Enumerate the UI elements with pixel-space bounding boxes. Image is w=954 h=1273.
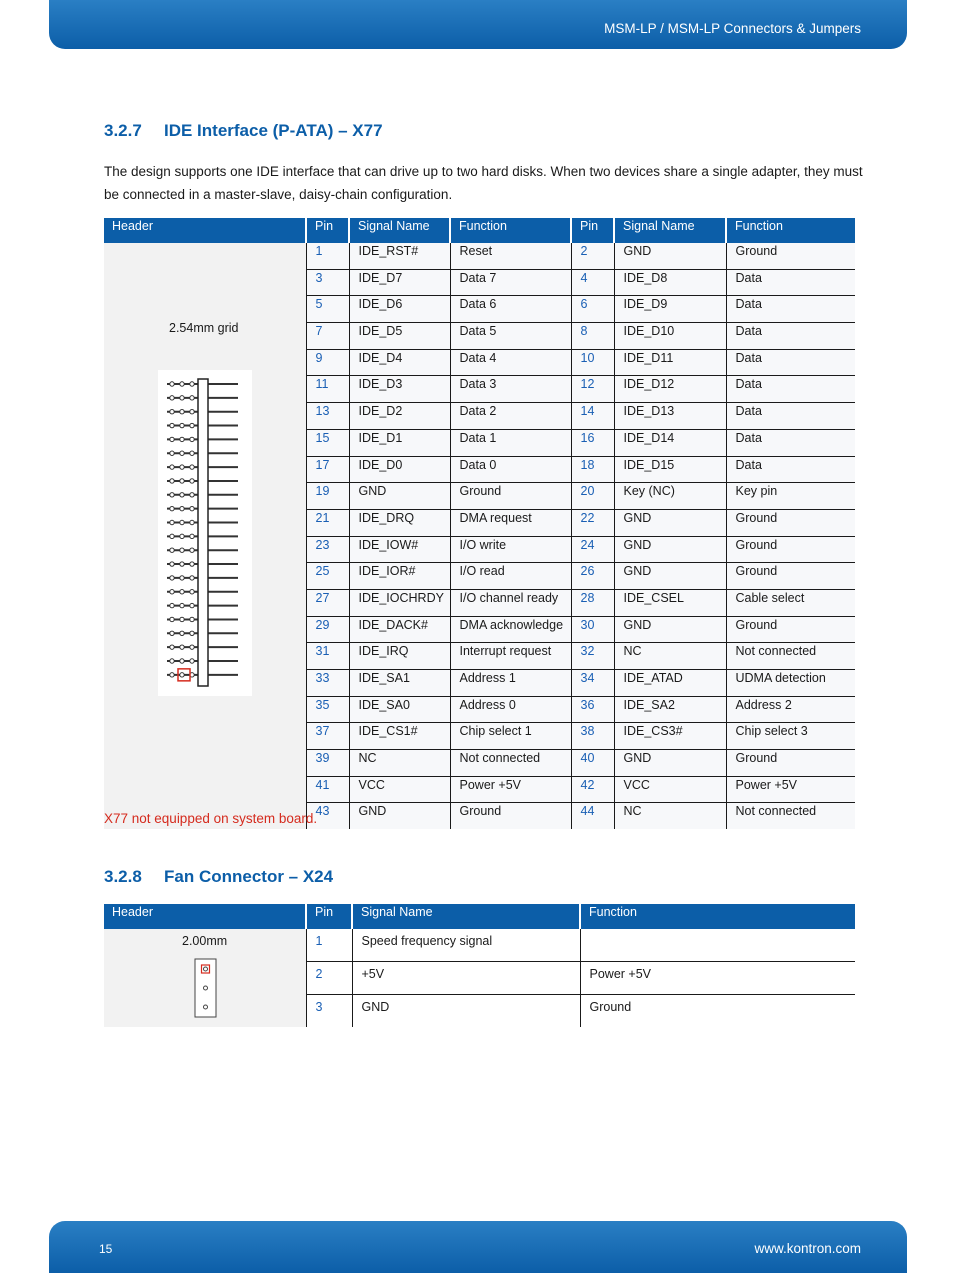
- function: I/O read: [450, 563, 571, 590]
- function: Address 2: [726, 696, 855, 723]
- column-header: Function: [450, 218, 571, 243]
- pin-dot: [190, 562, 194, 566]
- table-row: [104, 929, 855, 962]
- section-title-ide: [104, 121, 383, 141]
- page-header-band: [49, 0, 907, 49]
- function: Not connected: [726, 803, 855, 829]
- signal-name: IDE_IOW#: [349, 536, 450, 563]
- pin-dot: [170, 548, 174, 552]
- pin-dot: [170, 534, 174, 538]
- pin-dot: [170, 451, 174, 455]
- pin-dot: [170, 562, 174, 566]
- pin-dot: [170, 673, 174, 677]
- pin-number: 4: [571, 269, 614, 296]
- column-header: Function: [726, 218, 855, 243]
- pin-number: 32: [571, 643, 614, 670]
- signal-name: IDE_ATAD: [614, 670, 726, 697]
- pin-dot: [190, 437, 194, 441]
- pin-dot: [190, 396, 194, 400]
- function: Data 3: [450, 376, 571, 403]
- connector-housing: [198, 379, 208, 686]
- pin-number: 36: [571, 696, 614, 723]
- function: Data: [726, 376, 855, 403]
- pin-dot: [190, 659, 194, 663]
- function: Data 7: [450, 269, 571, 296]
- pin-number: 29: [306, 616, 349, 643]
- pin-dot: [190, 465, 194, 469]
- signal-name: VCC: [349, 776, 450, 803]
- header-diagram-cell: [104, 243, 306, 829]
- pin-number: 21: [306, 509, 349, 536]
- pin-number: 1: [306, 243, 349, 269]
- pin-dot: [180, 562, 184, 566]
- signal-name: GND: [614, 509, 726, 536]
- pin-number: 24: [571, 536, 614, 563]
- signal-name: GND: [614, 563, 726, 590]
- table-header-row: [104, 218, 855, 243]
- pin-dot: [204, 986, 208, 990]
- pin-dot: [180, 590, 184, 594]
- signal-name: IDE_DRQ: [349, 509, 450, 536]
- pin-number: 43: [306, 803, 349, 829]
- function: Data 5: [450, 323, 571, 350]
- signal-name: IDE_D1: [349, 429, 450, 456]
- pin-number: 10: [571, 349, 614, 376]
- signal-name: GND: [614, 536, 726, 563]
- section-title-text: IDE Interface (P-ATA) – X77: [164, 121, 383, 140]
- function: Data 4: [450, 349, 571, 376]
- pin-dot: [170, 576, 174, 580]
- header-diagram-cell: [104, 929, 306, 1027]
- function: Ground: [726, 536, 855, 563]
- column-header: Signal Name: [614, 218, 726, 243]
- fan-connector-diagram: [194, 958, 218, 1020]
- pin-number: 9: [306, 349, 349, 376]
- column-header: Header: [104, 904, 306, 929]
- pin-dot: [190, 520, 194, 524]
- section-title-text: Fan Connector – X24: [164, 867, 334, 886]
- signal-name: GND: [614, 243, 726, 269]
- pin-number: 3: [306, 269, 349, 296]
- pin-number: 25: [306, 563, 349, 590]
- signal-name: IDE_D4: [349, 349, 450, 376]
- page-number: 15: [99, 1242, 113, 1256]
- pin-number: 19: [306, 483, 349, 510]
- pin-dot: [180, 520, 184, 524]
- signal-name: IDE_D5: [349, 323, 450, 350]
- function: Data: [726, 429, 855, 456]
- signal-name: IDE_D0: [349, 456, 450, 483]
- pin-dot: [180, 631, 184, 635]
- function: Data: [726, 456, 855, 483]
- pin-dot: [180, 617, 184, 621]
- function: Interrupt request: [450, 643, 571, 670]
- signal-name: IDE_IOR#: [349, 563, 450, 590]
- signal-name: IDE_CS1#: [349, 723, 450, 750]
- pin-dot: [180, 410, 184, 414]
- section-intro: The design supports one IDE interface that can drive up to two hard disks. When two devices share a single adapter, they must be connected in a master-slave, daisy-chain configuration.: [104, 164, 863, 202]
- pin-number: 27: [306, 589, 349, 616]
- signal-name: Key (NC): [614, 483, 726, 510]
- function: Data: [726, 269, 855, 296]
- function: Power +5V: [726, 776, 855, 803]
- signal-name: IDE_SA2: [614, 696, 726, 723]
- pin-number: 41: [306, 776, 349, 803]
- function: [580, 929, 855, 962]
- pin-number: 34: [571, 670, 614, 697]
- pin-dot: [180, 493, 184, 497]
- pin-dot: [190, 382, 194, 386]
- fan-pinout-table: [104, 904, 855, 1027]
- pin-dot: [170, 603, 174, 607]
- pin-dot: [180, 673, 184, 677]
- pin-number: 5: [306, 296, 349, 323]
- pin-number: 37: [306, 723, 349, 750]
- function: UDMA detection: [726, 670, 855, 697]
- pin-number: 28: [571, 589, 614, 616]
- pin-dot: [170, 493, 174, 497]
- function: Reset: [450, 243, 571, 269]
- signal-name: IDE_D9: [614, 296, 726, 323]
- signal-name: IDE_D8: [614, 269, 726, 296]
- header-title: MSM-LP / MSM-LP Connectors & Jumpers: [604, 21, 861, 36]
- pin-dot: [170, 437, 174, 441]
- function: Ground: [450, 483, 571, 510]
- signal-name: VCC: [614, 776, 726, 803]
- pin-number: 30: [571, 616, 614, 643]
- equipment-note: X77 not equipped on system board.: [104, 811, 318, 826]
- function: Data: [726, 296, 855, 323]
- signal-name: +5V: [352, 962, 580, 995]
- pin-dot: [180, 576, 184, 580]
- pin-number: 35: [306, 696, 349, 723]
- function: Ground: [726, 243, 855, 269]
- pin-dot: [170, 382, 174, 386]
- pin-number: 8: [571, 323, 614, 350]
- pin-dot: [190, 479, 194, 483]
- pin-dot: [180, 534, 184, 538]
- signal-name: IDE_D13: [614, 403, 726, 430]
- signal-name: IDE_RST#: [349, 243, 450, 269]
- signal-name: NC: [349, 750, 450, 777]
- signal-name: IDE_D3: [349, 376, 450, 403]
- pin-dot: [170, 520, 174, 524]
- function: Ground: [726, 616, 855, 643]
- pin-dot: [190, 534, 194, 538]
- pin-number: 38: [571, 723, 614, 750]
- function: Address 1: [450, 670, 571, 697]
- pin-dot: [170, 659, 174, 663]
- pin-number: 3: [306, 994, 352, 1027]
- pin-dot: [170, 423, 174, 427]
- column-header: Pin: [306, 904, 352, 929]
- pin-number: 31: [306, 643, 349, 670]
- pin-number: 13: [306, 403, 349, 430]
- function: Key pin: [726, 483, 855, 510]
- function: Data 1: [450, 429, 571, 456]
- pin-number: 1: [306, 929, 352, 962]
- table-row: [104, 243, 855, 269]
- section-number: 3.2.7: [104, 121, 142, 140]
- pin-dot: [204, 1005, 208, 1009]
- pin-number: 40: [571, 750, 614, 777]
- signal-name: NC: [614, 643, 726, 670]
- pin-dot: [170, 506, 174, 510]
- signal-name: IDE_D15: [614, 456, 726, 483]
- signal-name: IDE_D7: [349, 269, 450, 296]
- pin-dot: [190, 590, 194, 594]
- pin-number: 26: [571, 563, 614, 590]
- function: DMA acknowledge: [450, 616, 571, 643]
- signal-name: IDE_SA1: [349, 670, 450, 697]
- pin-dot: [180, 506, 184, 510]
- signal-name: IDE_IRQ: [349, 643, 450, 670]
- function: Ground: [726, 509, 855, 536]
- function: Power +5V: [580, 962, 855, 995]
- footer-url: www.kontron.com: [754, 1241, 861, 1256]
- column-header: Pin: [306, 218, 349, 243]
- signal-name: GND: [614, 750, 726, 777]
- function: Data 2: [450, 403, 571, 430]
- fan-header-label: 2.00mm: [182, 934, 228, 948]
- pin-number: 42: [571, 776, 614, 803]
- signal-name: IDE_D12: [614, 376, 726, 403]
- pin-dot: [170, 617, 174, 621]
- pin-dot: [180, 603, 184, 607]
- pin-dot: [190, 617, 194, 621]
- pin-dot: [180, 659, 184, 663]
- pin-dot: [190, 423, 194, 427]
- signal-name: IDE_D2: [349, 403, 450, 430]
- signal-name: IDE_D14: [614, 429, 726, 456]
- signal-name: IDE_SA0: [349, 696, 450, 723]
- function: Data: [726, 403, 855, 430]
- pin-number: 22: [571, 509, 614, 536]
- pin-dot: [180, 396, 184, 400]
- section-number: 3.2.8: [104, 867, 142, 886]
- pin-dot: [190, 548, 194, 552]
- signal-name: IDE_D10: [614, 323, 726, 350]
- signal-name: IDE_D6: [349, 296, 450, 323]
- function: DMA request: [450, 509, 571, 536]
- pin-number: 2: [571, 243, 614, 269]
- pin-number: 16: [571, 429, 614, 456]
- signal-name: IDE_CSEL: [614, 589, 726, 616]
- pin-number: 14: [571, 403, 614, 430]
- signal-name: Speed frequency signal: [352, 929, 580, 962]
- pin-dot: [190, 410, 194, 414]
- pin-dot: [180, 645, 184, 649]
- table-header-row: [104, 904, 855, 929]
- pin-number: 15: [306, 429, 349, 456]
- signal-name: IDE_CS3#: [614, 723, 726, 750]
- column-header: Function: [580, 904, 855, 929]
- function: Data: [726, 323, 855, 350]
- pin-number: 23: [306, 536, 349, 563]
- pin-dot: [190, 506, 194, 510]
- pin-dot: [170, 410, 174, 414]
- section-title-fan: [104, 867, 333, 887]
- pin-dot: [180, 451, 184, 455]
- ide-connector-diagram: [158, 370, 252, 696]
- pin-number: 20: [571, 483, 614, 510]
- pin-dot: [190, 603, 194, 607]
- pin-number: 2: [306, 962, 352, 995]
- signal-name: NC: [614, 803, 726, 829]
- function: Not connected: [450, 750, 571, 777]
- function: Cable select: [726, 589, 855, 616]
- pin-dot: [190, 631, 194, 635]
- ide-pinout-table: [104, 218, 855, 829]
- pin-dot: [170, 465, 174, 469]
- pin-number: 7: [306, 323, 349, 350]
- pin-dot: [170, 396, 174, 400]
- pin-dot: [180, 479, 184, 483]
- function: Ground: [450, 803, 571, 829]
- signal-name: GND: [614, 616, 726, 643]
- column-header: Pin: [571, 218, 614, 243]
- pin-dot: [180, 382, 184, 386]
- function: Not connected: [726, 643, 855, 670]
- pin-number: 11: [306, 376, 349, 403]
- signal-name: GND: [349, 803, 450, 829]
- grid-label: 2.54mm grid: [169, 321, 239, 335]
- pin-number: 44: [571, 803, 614, 829]
- pin-dot: [170, 590, 174, 594]
- pin-number: 12: [571, 376, 614, 403]
- function: Ground: [726, 563, 855, 590]
- pin-number: 17: [306, 456, 349, 483]
- function: Address 0: [450, 696, 571, 723]
- pin-dot: [180, 437, 184, 441]
- function: Chip select 3: [726, 723, 855, 750]
- signal-name: GND: [352, 994, 580, 1027]
- column-header: Header: [104, 218, 306, 243]
- pin-dot: [170, 479, 174, 483]
- signal-name: IDE_DACK#: [349, 616, 450, 643]
- pin-dot: [190, 451, 194, 455]
- function: Ground: [726, 750, 855, 777]
- column-header: Signal Name: [349, 218, 450, 243]
- column-header: Signal Name: [352, 904, 580, 929]
- pin-number: 33: [306, 670, 349, 697]
- function: Data 6: [450, 296, 571, 323]
- function: Power +5V: [450, 776, 571, 803]
- signal-name: IDE_IOCHRDY: [349, 589, 450, 616]
- page-footer-band: [49, 1221, 907, 1273]
- pin-dot: [190, 493, 194, 497]
- pin-dot: [190, 645, 194, 649]
- pin-dot: [180, 548, 184, 552]
- pin-dot: [180, 423, 184, 427]
- signal-name: GND: [349, 483, 450, 510]
- pin-dot: [190, 576, 194, 580]
- pin-dot: [170, 645, 174, 649]
- pin-dot: [204, 967, 208, 971]
- function: Ground: [580, 994, 855, 1027]
- pin-dot: [180, 465, 184, 469]
- function: I/O write: [450, 536, 571, 563]
- signal-name: IDE_D11: [614, 349, 726, 376]
- function: I/O channel ready: [450, 589, 571, 616]
- pin-dot: [170, 631, 174, 635]
- function: Data: [726, 349, 855, 376]
- pin-number: 18: [571, 456, 614, 483]
- function: Data 0: [450, 456, 571, 483]
- pin-number: 6: [571, 296, 614, 323]
- pin-number: 39: [306, 750, 349, 777]
- function: Chip select 1: [450, 723, 571, 750]
